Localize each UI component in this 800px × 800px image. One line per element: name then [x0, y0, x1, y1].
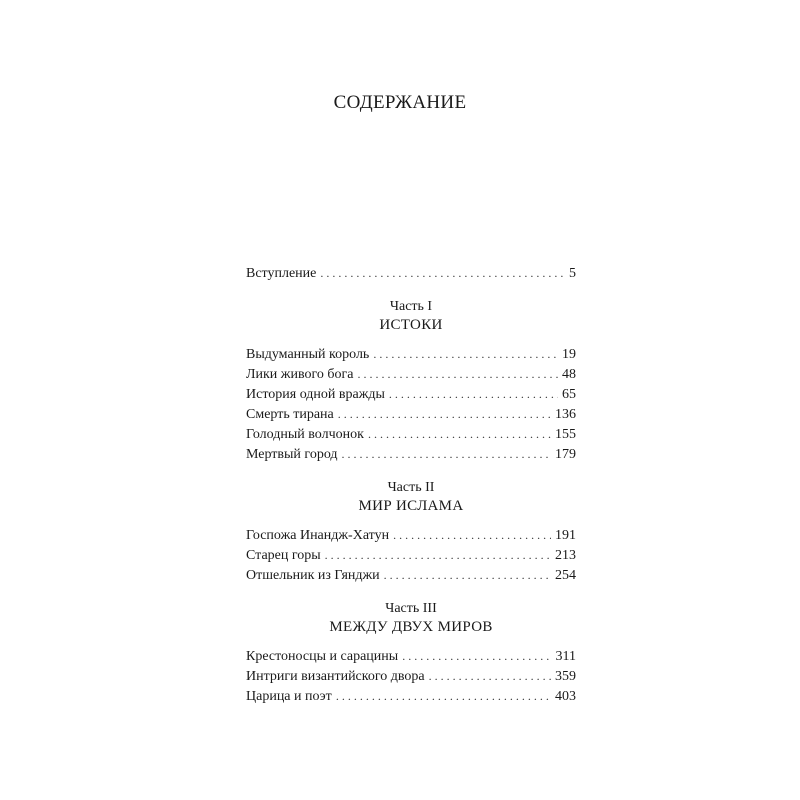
toc-entry-title: История одной вражды [246, 387, 385, 402]
toc-entry-intro [246, 263, 576, 283]
toc-entry-title: Лики живого бога [246, 367, 354, 382]
dot-leader [402, 646, 551, 666]
toc-entry [246, 565, 576, 585]
toc-page-number: 48 [562, 367, 576, 382]
toc-entry-title: Госпожа Инандж-Хатун [246, 528, 390, 543]
dot-leader [338, 404, 551, 424]
dot-leader [393, 525, 551, 545]
dot-leader [336, 686, 551, 706]
dot-leader [325, 545, 551, 565]
part-title: МИР ИСЛАМА [358, 498, 464, 514]
part-heading-2 [246, 479, 576, 516]
toc-page-number: 19 [562, 347, 576, 362]
page-title: СОДЕРЖАНИЕ [333, 92, 467, 113]
toc-page-number: 254 [555, 568, 576, 583]
part-label: Часть III [385, 601, 437, 616]
part-heading-1 [246, 298, 576, 335]
toc-entry [246, 444, 576, 464]
toc-page-number: 155 [555, 427, 576, 442]
toc-entry [246, 384, 576, 404]
toc-page-number: 179 [555, 447, 576, 462]
part-title: МЕЖДУ ДВУХ МИРОВ [329, 619, 493, 635]
toc-entry-title: Мертвый город [246, 447, 338, 462]
dot-leader [342, 444, 551, 464]
part-label: Часть II [387, 480, 435, 495]
toc-entry [246, 364, 576, 384]
toc-entry [246, 666, 576, 686]
toc-entry [246, 424, 576, 444]
toc-page-number: 65 [562, 387, 576, 402]
toc-entry-title: Вступление [246, 266, 317, 281]
toc-entry [246, 686, 576, 706]
dot-leader [389, 384, 558, 404]
toc-entry-title: Крестоносцы и сарацины [246, 649, 399, 664]
dot-leader [357, 364, 558, 384]
dot-leader [429, 666, 551, 686]
toc-entry-title: Старец горы [246, 548, 321, 563]
dot-leader [320, 263, 565, 283]
toc-entry [246, 646, 576, 666]
toc-page-number: 359 [555, 669, 576, 684]
part-title: ИСТОКИ [379, 317, 443, 333]
toc-entry-title: Отшельник из Гянджи [246, 568, 380, 583]
dot-leader [373, 344, 558, 364]
toc-entry [246, 404, 576, 424]
toc-entry-title: Смерть тирана [246, 407, 334, 422]
toc-page-number: 136 [555, 407, 576, 422]
toc-entry-title: Царица и поэт [246, 689, 332, 704]
toc-page-number: 5 [569, 266, 576, 281]
toc-page-number: 213 [555, 548, 576, 563]
table-of-contents [246, 263, 576, 706]
toc-page-number: 403 [555, 689, 576, 704]
toc-entry-title: Выдуманный король [246, 347, 370, 362]
part-label: Часть I [389, 299, 433, 314]
part-heading-3 [246, 600, 576, 637]
toc-entry-title: Интриги византийского двора [246, 669, 425, 684]
toc-entry [246, 525, 576, 545]
toc-entry [246, 545, 576, 565]
toc-entry [246, 344, 576, 364]
dot-leader [368, 424, 551, 444]
toc-page-number: 311 [555, 649, 576, 664]
toc-entry-title: Голодный волчонок [246, 427, 364, 442]
dot-leader [384, 565, 551, 585]
toc-page-number: 191 [555, 528, 576, 543]
